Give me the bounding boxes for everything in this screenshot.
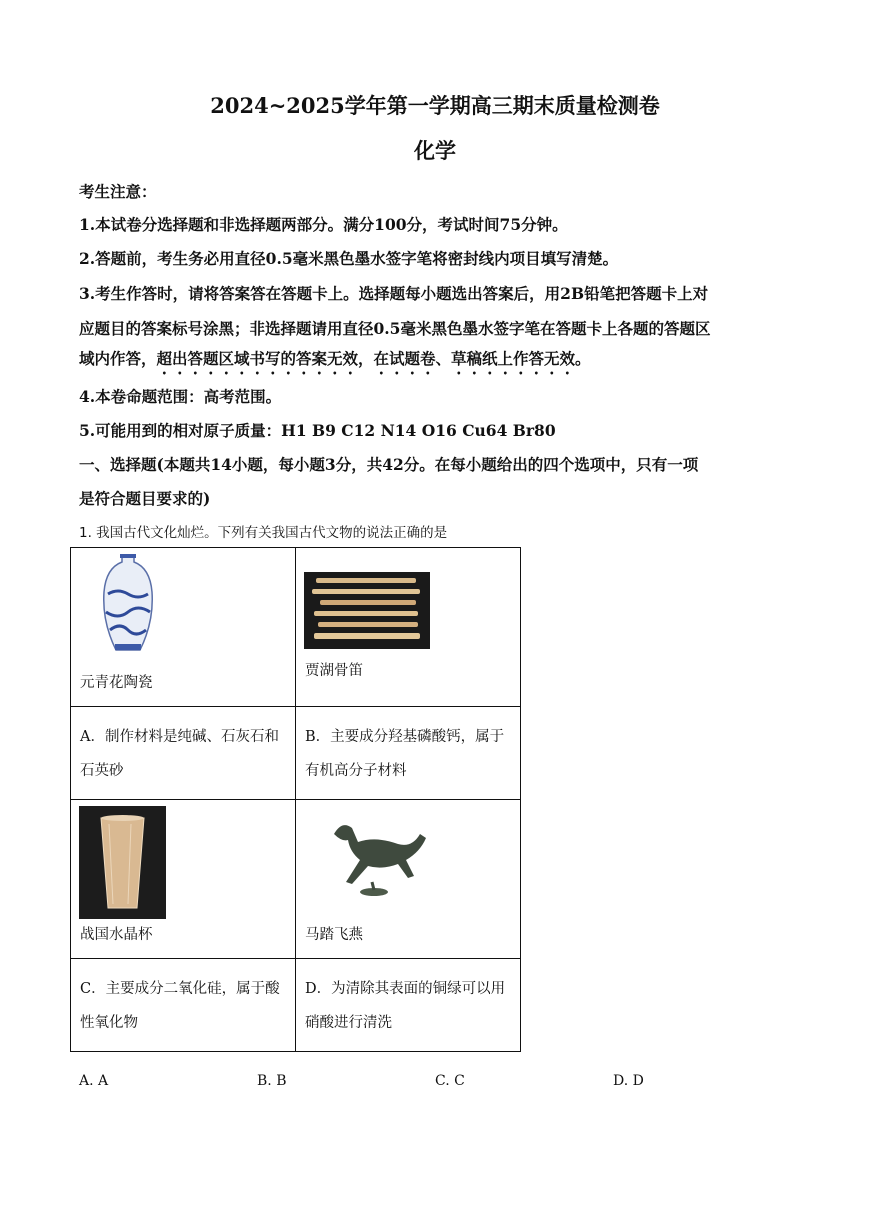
notice-item-2: 2.答题前，考生务必用直径0.5毫米黑色墨水签字笔将密封线内项目填写清楚。	[79, 249, 619, 268]
answer-choice-b[interactable]: B. B	[257, 1073, 287, 1089]
option-d: D．为清除其表面的铜绿可以用硝酸进行清洗	[296, 959, 521, 1052]
question-1-table	[70, 547, 521, 1052]
notice-item-3-end: 。	[575, 349, 591, 368]
answer-choice-c[interactable]: C. C	[435, 1073, 465, 1089]
section-heading-line-1: 一、选择题(本题共14小题，每小题3分，共42分。在每小题给出的四个选项中，只有一项	[79, 455, 699, 474]
caption-bone-flute: 贾湖骨笛	[305, 663, 363, 679]
cell-porcelain	[71, 548, 296, 707]
section-heading-line-2: 是符合题目要求的)	[79, 489, 211, 508]
cell-bone-flute	[296, 548, 521, 707]
notice-item-3-line-2: 应题目的答案标号涂黑；非选择题请用直径0.5毫米黑色墨水签字笔在答题卡上各题的答题区	[79, 319, 711, 338]
caption-porcelain: 元青花陶瓷	[80, 675, 153, 691]
notice-item-3-line-1: 3.考生作答时，请将答案答在答题卡上。选择题每小题选出答案后，用2B铅笔把答题卡上对	[79, 284, 709, 303]
notice-item-5: 5.可能用到的相对原子质量：H1 B9 C12 N14 O16 Cu64 Br80	[79, 421, 556, 440]
option-a: A．制作材料是纯碱、石灰石和石英砂	[71, 707, 296, 800]
crystal-cup-image	[79, 806, 166, 919]
notice-heading: 考生注意：	[79, 182, 157, 201]
caption-bronze-horse: 马踏飞燕	[305, 927, 363, 943]
notice-item-3-line-3	[79, 347, 591, 378]
subject-title: 化学	[414, 138, 456, 163]
notice-item-4: 4.本卷命题范围：高考范围。	[79, 387, 282, 406]
cell-bronze-horse	[296, 800, 521, 959]
bone-flute-image	[304, 572, 430, 649]
notice-item-3-plain: 域内作答，	[79, 349, 157, 368]
answer-choice-a[interactable]: A. A	[79, 1073, 109, 1089]
blue-white-porcelain-image	[98, 554, 158, 664]
notice-item-1: 1.本试卷分选择题和非选择题两部分。满分100分，考试时间75分钟。	[79, 215, 568, 234]
exam-title: 2024~2025学年第一学期高三期末质量检测卷	[210, 93, 660, 118]
answer-choice-d[interactable]: D. D	[613, 1073, 644, 1089]
cell-crystal-cup	[71, 800, 296, 959]
notice-item-3-emphasis: 超出答题区域书写的答案无效，在试题卷、草稿纸上作答无效	[156, 349, 576, 368]
option-c: C．主要成分二氧化硅，属于酸性氧化物	[71, 959, 296, 1052]
question-1-stem: 1. 我国古代文化灿烂。下列有关我国古代文物的说法正确的是	[79, 525, 448, 541]
caption-crystal-cup: 战国水晶杯	[80, 927, 153, 943]
bronze-horse-image	[314, 812, 434, 902]
option-b: B．主要成分羟基磷酸钙，属于有机高分子材料	[296, 707, 521, 800]
